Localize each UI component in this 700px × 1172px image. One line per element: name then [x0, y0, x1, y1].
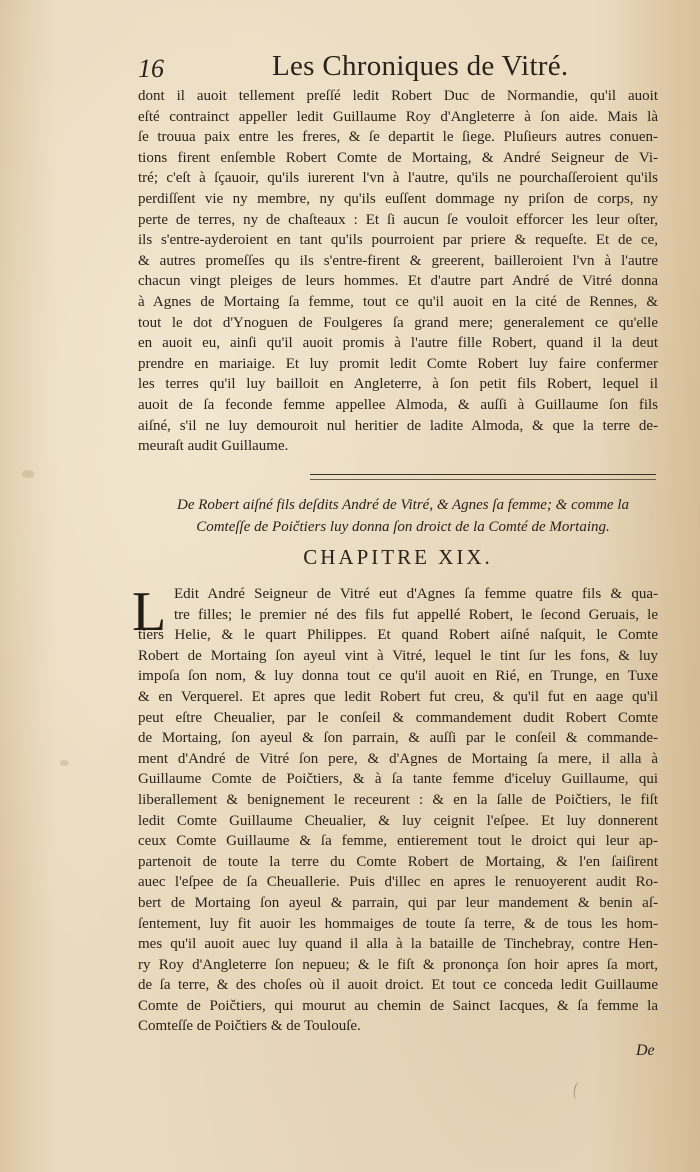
- text-line: Robert de Mortaing ſon ayeul vint à Vitré, lequel le tint ſur les fons, & luy: [138, 647, 658, 664]
- text-line: liberallement & benignement le receurent : & en la ſalle de Poičtiers, le fiſt: [138, 791, 658, 808]
- text-line: Comteſſe de Poičtiers & de Toulouſe.: [138, 1018, 361, 1035]
- text-line: perte de terres, ny de chaſteaux : Et ſi aucun ſe vouloit efforcer les leur oſter,: [138, 211, 658, 228]
- text-line: tré; c'eſt à ſçauoir, qu'ils iurerent l'vn à l'autre, qu'ils ne pourchaſſeroient qu'ils: [138, 170, 658, 187]
- paragraph-2: [138, 584, 658, 1037]
- text-line: Edit André Seigneur de Vitré eut d'Agnes ſa femme quatre fils & qua-: [174, 586, 658, 602]
- chapter-title: CHAPITRE XIX.: [303, 545, 493, 569]
- text-line: en auoit eu, ainſi qu'il auoit promis à l'autre fille Robert, quand il la deut: [138, 335, 658, 352]
- text-line: impoſa ſon nom, & luy donna tout ce qu'il auoit en Rié, en Trunge, en Tuxe: [138, 668, 658, 685]
- text-line: ment d'André de Vitré ſon pere, & d'Agnes de Mortaing ſa mere, il alla à: [138, 750, 658, 767]
- text-line: meuraſt audit Guillaume.: [138, 438, 289, 455]
- text-line: ceux Comte Guillaume & ſa femme, entierement tout le droict qui leur ap-: [138, 833, 658, 850]
- text-line: les terres qu'il luy bailloit en Angleterre, à ſon petit fils Robert, lequel il: [138, 376, 658, 393]
- page-header: [138, 50, 569, 90]
- text-line: tions firent enſemble Robert Comte de Mortaing, & André Seigneur de Vi-: [138, 149, 658, 166]
- text-line: Comte de Poičtiers, qui mourut au chemin de Sainct Iacques, & ſa femme la: [138, 997, 658, 1014]
- text-line: auec l'eſpee de ſa Cheuallerie. Puis d'illec en apres le renuoyerent audit Ro-: [138, 874, 658, 891]
- text-line: à Agnes de Mortaing ſa femme, tout ce qu'il auoit en la cité de Rennes, &: [138, 293, 658, 310]
- paragraph-1: [138, 86, 658, 457]
- text-line: auoit de ſa feconde femme appellee Almoda, & auſſi à Guillaume ſon fils: [138, 396, 658, 413]
- text-line: prendre en mariaige. Et luy promit ledit Comte Robert luy faire confermer: [138, 355, 658, 372]
- text-line: perdiſſent vie ny membre, ny qu'ils euſſent dommage ny priſon de corps, ny: [138, 190, 658, 207]
- text-line: chacun vingt pleiges de leurs hommes. Et d'autre part André de Vitré donna: [138, 273, 658, 290]
- text-line: ſentement, luy fit auoir les hommaiges de toute ſa terre, & de tous les hom-: [138, 915, 658, 932]
- drop-cap: L: [132, 581, 167, 643]
- catchword: De: [636, 1042, 655, 1059]
- pencil-mark: [573, 1081, 587, 1101]
- text-line: tre filles; le premier né des fils fut appellé Robert, le ſecond Geruais, le: [174, 606, 658, 623]
- text-line: Guillaume Comte de Poičtiers, & à ſa tante femme d'iceluy Guillaume, qui: [138, 771, 658, 788]
- chapter-summary: [148, 494, 658, 538]
- text-line: aiſné, s'il ne luy demouroit nul heritier de ladite Almoda, & que la terre de-: [138, 417, 658, 434]
- summary-line: Comteſſe de Poičtiers luy donna ſon droict de la Comté de Mortaing.: [196, 519, 610, 535]
- text-line: de ſa terre, & des choſes où il auoit droict. Et tout ce conceda ledit Guillaume: [138, 977, 658, 994]
- text-line: eſté contrainct appeller ledit Guillaume Roy d'Angleterre à ſon aide. Mais là: [138, 108, 658, 125]
- page-number: 16: [138, 54, 164, 83]
- text-line: & en Verquerel. Et apres que ledit Robert fut creu, & qu'il fut en aage qu'il: [138, 688, 658, 705]
- foxing-spot: [22, 470, 34, 478]
- text-line: ledit Comte Guillaume Cheualier, & luy ceignit l'eſpee. Et luy donnerent: [138, 812, 658, 829]
- text-line: mes qu'il auoit auec luy quand il alla à la bataille de Tinchebray, contre Hen-: [138, 936, 658, 953]
- text-line: dont il auoit tellement preſſé ledit Robert Duc de Normandie, qu'il auoit: [138, 88, 658, 104]
- text-line: & autres promeſſes qu ils s'entre-firent & greerent, bailleroient l'vn à l'autre: [138, 252, 658, 269]
- text-line: ry Roy d'Angleterre ſon nepueu; & le fiſt & prononça ſon hoir apres ſa mort,: [138, 956, 658, 973]
- text-line: peut eſtre Cheualier, par le conſeil & commandement dudit Robert Comte: [138, 709, 658, 726]
- section-divider: [310, 474, 656, 475]
- text-line: bert de Mortaing ſon ayeul & parrain, qui par leur mandement & benin aſ-: [138, 894, 658, 911]
- text-line: ils s'entre-ayderoient en tant qu'ils pourroient par priere & requeſte. Et de ce,: [138, 232, 658, 249]
- text-line: de Mortaing, ſon ayeul & ſon parrain, & auſſi par le conſeil & commande-: [138, 730, 658, 747]
- text-line: tout le dot d'Ynoguen de Foulgeres ſa grand mere; generalement ce qu'elle: [138, 314, 658, 331]
- foxing-spot: [60, 760, 69, 766]
- text-line: ſe trouua paix entre les freres, & ſe departit le ſiege. Pluſieurs autres conuen-: [138, 129, 658, 146]
- summary-line: De Robert aiſné fils deſdits André de Vitré, & Agnes ſa femme; & comme la: [177, 497, 629, 513]
- running-title: Les Chroniques de Vitré.: [272, 50, 569, 82]
- text-line: partenoit de toute la terre du Comte Robert de Mortaing, & l'en ſaiſirent: [138, 853, 658, 870]
- section-divider-thin: [310, 479, 656, 480]
- text-line: tiers Helie, & le quart Philippes. Et quand Robert aiſné naſquit, le Comte: [138, 627, 658, 644]
